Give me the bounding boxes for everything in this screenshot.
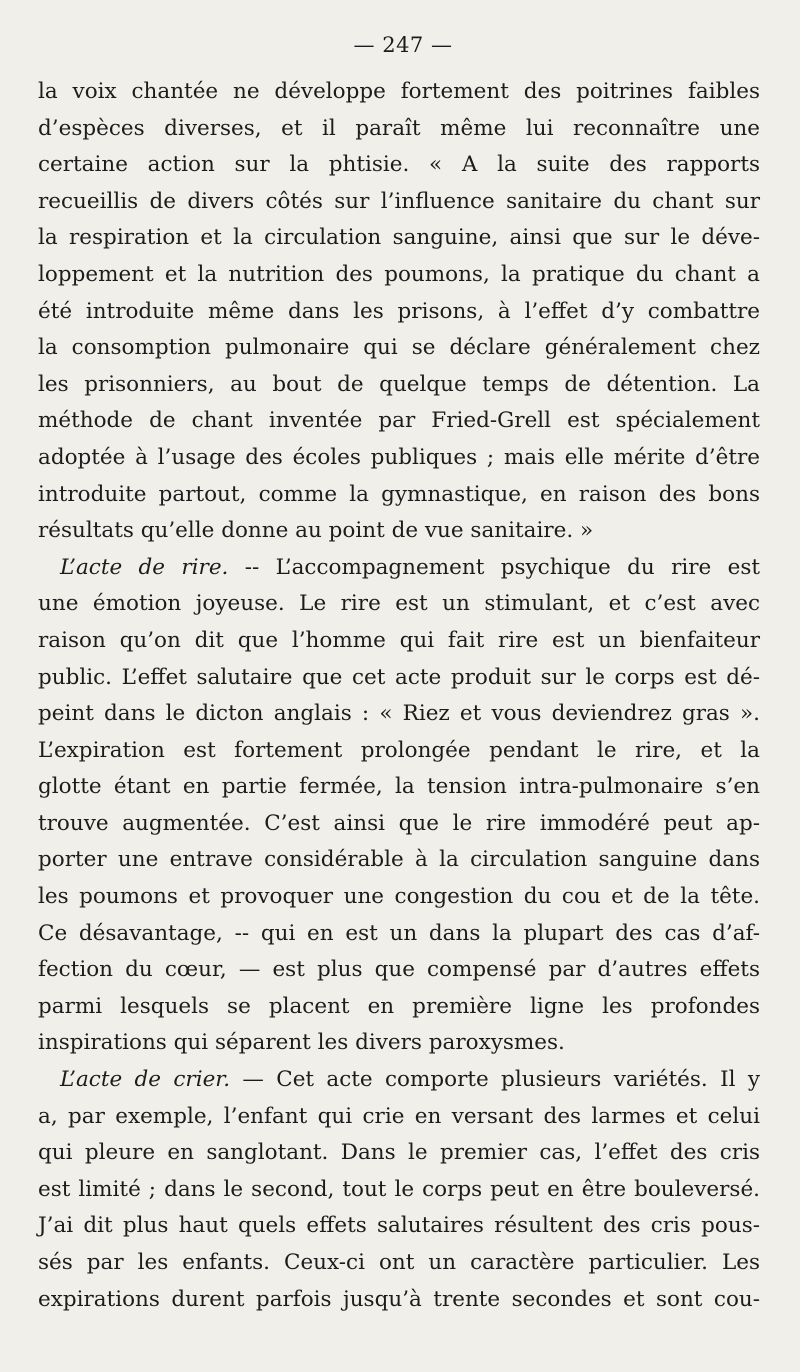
text-line: [38, 550, 760, 587]
section-lead: L’acte de crier.: [60, 1067, 231, 1093]
text-line: [38, 1062, 760, 1099]
text-line: inspirations qui séparent les divers paroxysmes.: [38, 1030, 565, 1056]
text-line: la voix chantée ne développe fortement des poitrines faibles: [38, 79, 760, 104]
text-line: expirations durent parfois jusqu’à trente secondes et sont cou-: [38, 1286, 760, 1312]
text-line: certaine action sur la phtisie. « A la suite des rapports: [38, 152, 760, 178]
text-line: loppement et la nutrition des poumons, la pratique du chant a: [38, 261, 760, 287]
text-line: introduite partout, comme la gymnastique, en raison des bons: [38, 481, 760, 507]
text-line: les poumons et provoquer une congestion du cou et de la tête.: [38, 884, 760, 910]
text-line-rest: — Cet acte comporte plusieurs variétés. Il y: [230, 1067, 760, 1093]
text-line: méthode de chant inventée par Fried-Grell est spécialement: [38, 408, 760, 434]
text-line: qui pleure en sanglotant. Dans le premier cas, l’effet des cris: [38, 1140, 760, 1166]
text-line: trouve augmentée. C’est ainsi que le rire immodéré peut ap-: [38, 810, 760, 836]
text-line-rest: -- L’accompagnement psychique du rire est: [228, 554, 760, 580]
text-line: L’expiration est fortement prolongée pendant le rire, et la: [38, 737, 760, 763]
text-line: Ce désavantage, -- qui en est un dans la plupart des cas d’af-: [38, 920, 760, 946]
text-line: recueillis de divers côtés sur l’influence sanitaire du chant sur: [38, 188, 760, 214]
page-number: — 247 —: [353, 33, 453, 57]
text-line: public. L’effet salutaire que cet acte produit sur le corps est dé-: [38, 664, 760, 690]
text-line: raison qu’on dit que l’homme qui fait rire est un bienfaiteur: [38, 627, 760, 653]
text-line: porter une entrave considérable à la circulation sanguine dans: [38, 847, 760, 873]
text-line: sés par les enfants. Ceux-ci ont un caractère particulier. Les: [38, 1250, 760, 1275]
text-line: la respiration et la circulation sanguine, ainsi que sur le déve-: [38, 225, 760, 251]
text-line: J’ai dit plus haut quels effets salutaires résultent des cris pous-: [38, 1213, 760, 1239]
text-line: résultats qu’elle donne au point de vue sanitaire. »: [38, 518, 594, 544]
paragraph: [38, 1062, 760, 1318]
text-line: d’espèces diverses, et il paraît même lui reconnaître une: [38, 115, 760, 141]
text-line: parmi lesquels se placent en première ligne les profondes: [38, 993, 760, 1019]
text-line: été introduite même dans les prisons, à l’effet d’y combattre: [38, 298, 760, 324]
paragraph: [38, 74, 760, 550]
text-line: fection du cœur, — est plus que compensé par d’autres effets: [38, 957, 760, 983]
text-line: les prisonniers, au bout de quelque temps de détention. La: [38, 371, 760, 397]
body-text: [38, 74, 760, 1318]
text-line: une émotion joyeuse. Le rire est un stimulant, et c’est avec: [38, 591, 760, 617]
text-line: adoptée à l’usage des écoles publiques ; mais elle mérite d’être: [38, 444, 760, 470]
text-line: glotte étant en partie fermée, la tension intra-pulmonaire s’en: [38, 774, 760, 800]
paragraph: [38, 550, 760, 1062]
text-line: a, par exemple, l’enfant qui crie en versant des larmes et celui: [38, 1103, 760, 1129]
text-line: est limité ; dans le second, tout le corps peut en être bouleversé.: [38, 1176, 760, 1202]
text-line: peint dans le dicton anglais : « Riez et vous deviendrez gras ».: [38, 701, 760, 727]
text-line: la consomption pulmonaire qui se déclare généralement chez: [38, 335, 760, 361]
section-lead: L’acte de rire.: [60, 554, 229, 580]
